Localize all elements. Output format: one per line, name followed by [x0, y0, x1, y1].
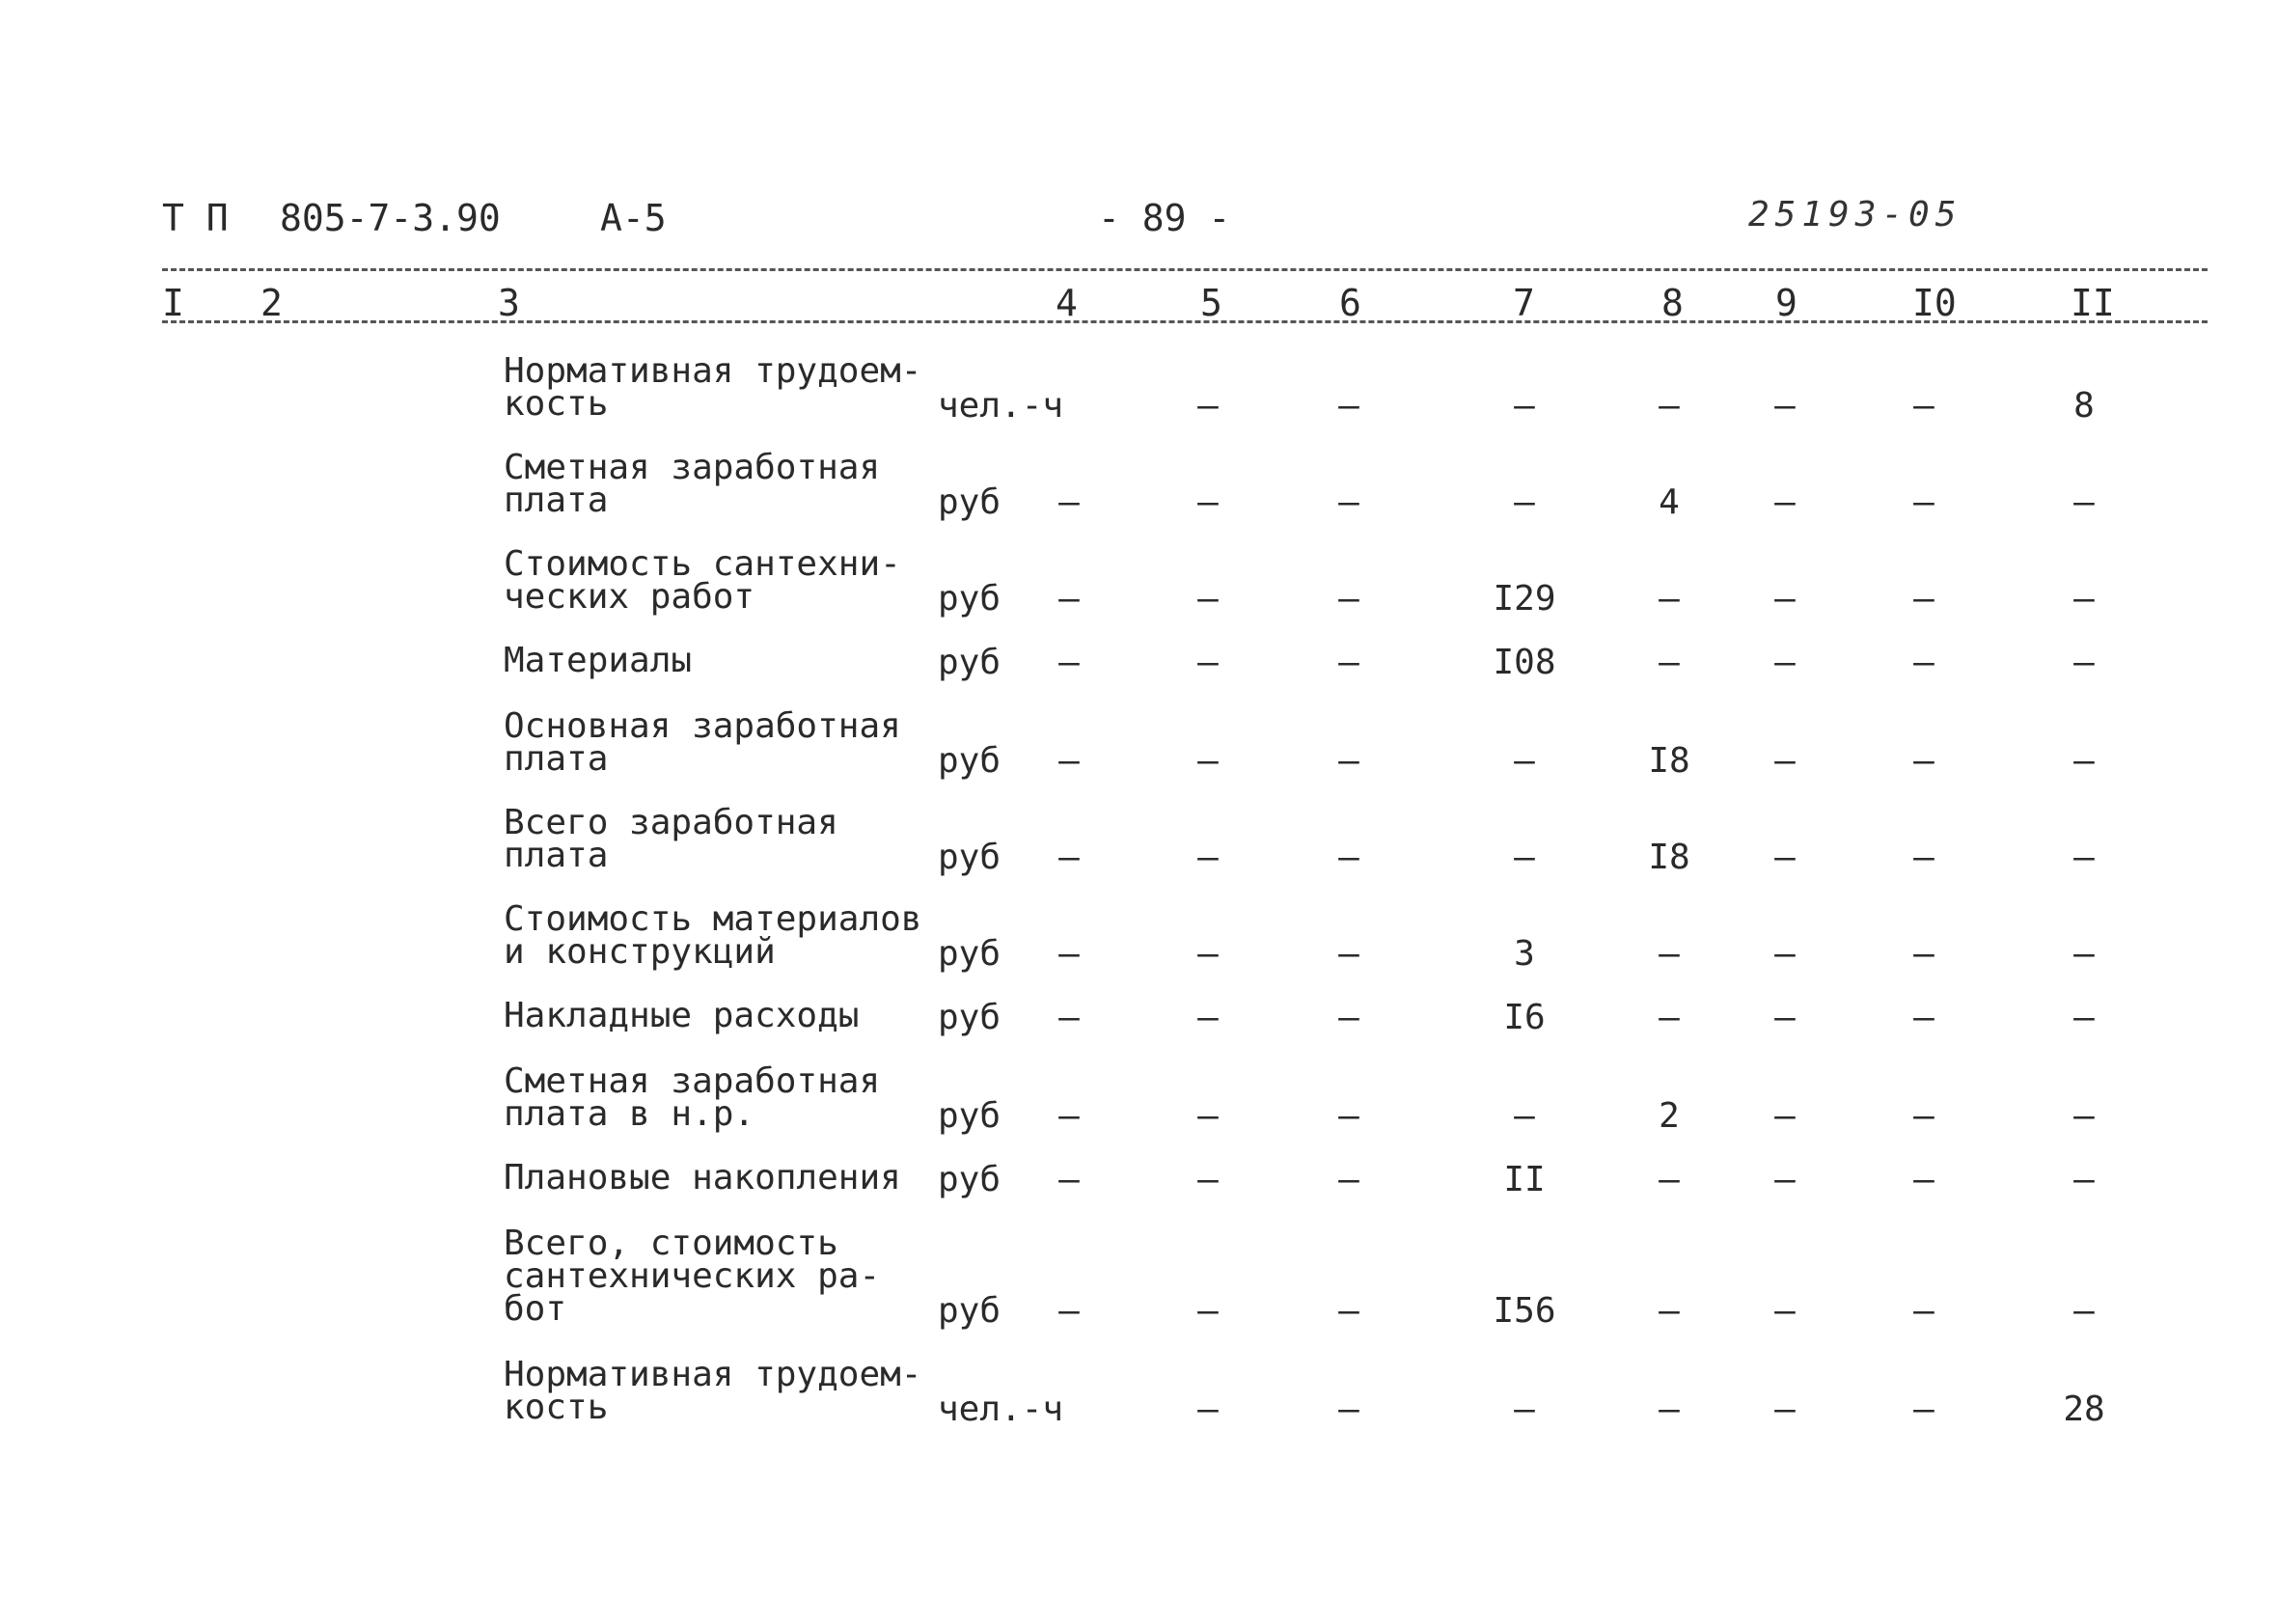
- cell-col-11: –: [2073, 1291, 2095, 1331]
- cell-col-4: –: [1058, 482, 1080, 522]
- cell-col-6: –: [1338, 386, 1359, 426]
- cell-col-7: II: [1503, 1160, 1546, 1199]
- cell-col-10: –: [1913, 934, 1934, 974]
- cell-col-9: –: [1774, 1390, 1796, 1429]
- cell-col-11: –: [2073, 838, 2095, 877]
- cell-col-11: –: [2073, 643, 2095, 682]
- cell-col-7: –: [1514, 741, 1535, 781]
- cell-col-10: –: [1913, 482, 1934, 522]
- cell-col-11: –: [2073, 482, 2095, 522]
- column-number-10: I0: [1912, 282, 1957, 324]
- column-number-9: 9: [1775, 282, 1797, 324]
- cell-col-11: –: [2073, 579, 2095, 619]
- column-number-5: 5: [1200, 282, 1222, 324]
- cell-col-5: –: [1197, 998, 1219, 1037]
- column-number-8: 8: [1661, 282, 1684, 324]
- cell-col-4: –: [1058, 1096, 1080, 1136]
- cell-col-6: –: [1338, 1160, 1359, 1199]
- doc-code: 805-7-3.90: [280, 197, 501, 239]
- doc-prefix: Т П: [162, 197, 229, 239]
- cell-col-10: –: [1913, 741, 1934, 781]
- cell-col-7: 3: [1514, 934, 1535, 974]
- cell-col-5: –: [1197, 1390, 1219, 1429]
- cell-col-11: 28: [2063, 1390, 2105, 1429]
- cell-col-5: –: [1197, 838, 1219, 877]
- row-unit: руб: [938, 643, 1001, 682]
- cell-col-8: 2: [1659, 1096, 1680, 1136]
- cell-col-8: I8: [1648, 741, 1690, 781]
- cell-col-11: –: [2073, 741, 2095, 781]
- header-divider: [162, 268, 2208, 271]
- cell-col-8: I8: [1648, 838, 1690, 877]
- cell-col-9: –: [1774, 482, 1796, 522]
- cell-col-11: –: [2073, 998, 2095, 1037]
- row-label: Материалы: [504, 641, 693, 680]
- column-number-11: II: [2071, 282, 2115, 324]
- cell-col-5: –: [1197, 934, 1219, 974]
- row-label: Основная заработная плата: [504, 706, 901, 779]
- cell-col-9: –: [1774, 838, 1796, 877]
- cell-col-4: –: [1058, 998, 1080, 1037]
- cell-col-10: –: [1913, 1160, 1934, 1199]
- cell-col-10: –: [1913, 1291, 1934, 1331]
- column-number-3: 3: [498, 282, 520, 324]
- row-unit: руб: [938, 934, 1001, 974]
- cell-col-8: –: [1659, 579, 1680, 619]
- cell-col-10: –: [1913, 998, 1934, 1037]
- row-unit: чел.-ч: [938, 386, 1064, 426]
- cell-col-4: –: [1058, 579, 1080, 619]
- cell-col-11: 8: [2073, 386, 2095, 426]
- column-number-2: 2: [261, 282, 283, 324]
- row-unit: руб: [938, 998, 1001, 1037]
- cell-col-6: –: [1338, 1390, 1359, 1429]
- sheet-code: А-5: [600, 197, 667, 239]
- column-number-1: I: [162, 282, 184, 324]
- cell-col-7: I56: [1493, 1291, 1556, 1331]
- row-unit: руб: [938, 1291, 1001, 1331]
- cell-col-7: I6: [1503, 998, 1546, 1037]
- cell-col-4: –: [1058, 741, 1080, 781]
- cell-col-5: –: [1197, 1096, 1219, 1136]
- row-label: Сметная заработная плата в н.р.: [504, 1061, 881, 1134]
- cell-col-6: –: [1338, 482, 1359, 522]
- cell-col-9: –: [1774, 1291, 1796, 1331]
- row-unit: руб: [938, 838, 1001, 877]
- cell-col-10: –: [1913, 643, 1934, 682]
- cell-col-5: –: [1197, 643, 1219, 682]
- cell-col-7: I08: [1493, 643, 1556, 682]
- row-label: Нормативная трудоем- кость: [504, 351, 922, 424]
- row-unit: руб: [938, 1160, 1001, 1199]
- cell-col-4: –: [1058, 1291, 1080, 1331]
- cell-col-10: –: [1913, 386, 1934, 426]
- column-number-7: 7: [1513, 282, 1535, 324]
- cell-col-5: –: [1197, 1160, 1219, 1199]
- cell-col-7: –: [1514, 1390, 1535, 1429]
- cell-col-11: –: [2073, 1160, 2095, 1199]
- cell-col-5: –: [1197, 741, 1219, 781]
- cell-col-9: –: [1774, 998, 1796, 1037]
- cell-col-9: –: [1774, 386, 1796, 426]
- cell-col-4: –: [1058, 1160, 1080, 1199]
- cell-col-9: –: [1774, 643, 1796, 682]
- cell-col-6: –: [1338, 998, 1359, 1037]
- cell-col-6: –: [1338, 838, 1359, 877]
- cell-col-7: –: [1514, 838, 1535, 877]
- cell-col-10: –: [1913, 1390, 1934, 1429]
- cell-col-5: –: [1197, 482, 1219, 522]
- row-label: Нормативная трудоем- кость: [504, 1355, 922, 1427]
- row-label: Сметная заработная плата: [504, 448, 881, 520]
- page-number: - 89 -: [1098, 197, 1231, 239]
- row-label: Всего заработная плата: [504, 803, 838, 875]
- cell-col-8: –: [1659, 1390, 1680, 1429]
- cell-col-8: –: [1659, 643, 1680, 682]
- cell-col-11: –: [2073, 1096, 2095, 1136]
- cell-col-10: –: [1913, 1096, 1934, 1136]
- cell-col-8: –: [1659, 1160, 1680, 1199]
- cell-col-8: 4: [1659, 482, 1680, 522]
- cell-col-9: –: [1774, 741, 1796, 781]
- row-label: Стоимость сантехни- ческих работ: [504, 544, 901, 617]
- cell-col-9: –: [1774, 934, 1796, 974]
- column-number-divider: [162, 320, 2208, 323]
- cell-col-8: –: [1659, 998, 1680, 1037]
- cell-col-5: –: [1197, 386, 1219, 426]
- archive-number: 25193-05: [1748, 195, 1962, 234]
- row-unit: руб: [938, 579, 1001, 619]
- cell-col-7: –: [1514, 482, 1535, 522]
- cell-col-6: –: [1338, 643, 1359, 682]
- cell-col-6: –: [1338, 1096, 1359, 1136]
- column-number-6: 6: [1339, 282, 1361, 324]
- cell-col-8: –: [1659, 386, 1680, 426]
- cell-col-9: –: [1774, 579, 1796, 619]
- cell-col-8: –: [1659, 1291, 1680, 1331]
- cell-col-11: –: [2073, 934, 2095, 974]
- cell-col-7: –: [1514, 1096, 1535, 1136]
- cell-col-5: –: [1197, 1291, 1219, 1331]
- cell-col-6: –: [1338, 934, 1359, 974]
- row-unit: руб: [938, 482, 1001, 522]
- cell-col-9: –: [1774, 1096, 1796, 1136]
- cell-col-8: –: [1659, 934, 1680, 974]
- row-label: Всего, стоимость сантехнических ра- бот: [504, 1224, 881, 1329]
- cell-col-9: –: [1774, 1160, 1796, 1199]
- cell-col-4: –: [1058, 934, 1080, 974]
- row-label: Накладные расходы: [504, 996, 860, 1035]
- cell-col-7: I29: [1493, 579, 1556, 619]
- cell-col-4: –: [1058, 838, 1080, 877]
- cell-col-6: –: [1338, 579, 1359, 619]
- cell-col-5: –: [1197, 579, 1219, 619]
- row-unit: руб: [938, 1096, 1001, 1136]
- row-unit: руб: [938, 741, 1001, 781]
- cell-col-6: –: [1338, 741, 1359, 781]
- row-label: Плановые накопления: [504, 1158, 901, 1197]
- cell-col-10: –: [1913, 838, 1934, 877]
- cell-col-10: –: [1913, 579, 1934, 619]
- row-label: Стоимость материалов и конструкций: [504, 899, 922, 972]
- cell-col-7: –: [1514, 386, 1535, 426]
- row-unit: чел.-ч: [938, 1390, 1064, 1429]
- cell-col-4: –: [1058, 643, 1080, 682]
- column-number-4: 4: [1056, 282, 1078, 324]
- cell-col-6: –: [1338, 1291, 1359, 1331]
